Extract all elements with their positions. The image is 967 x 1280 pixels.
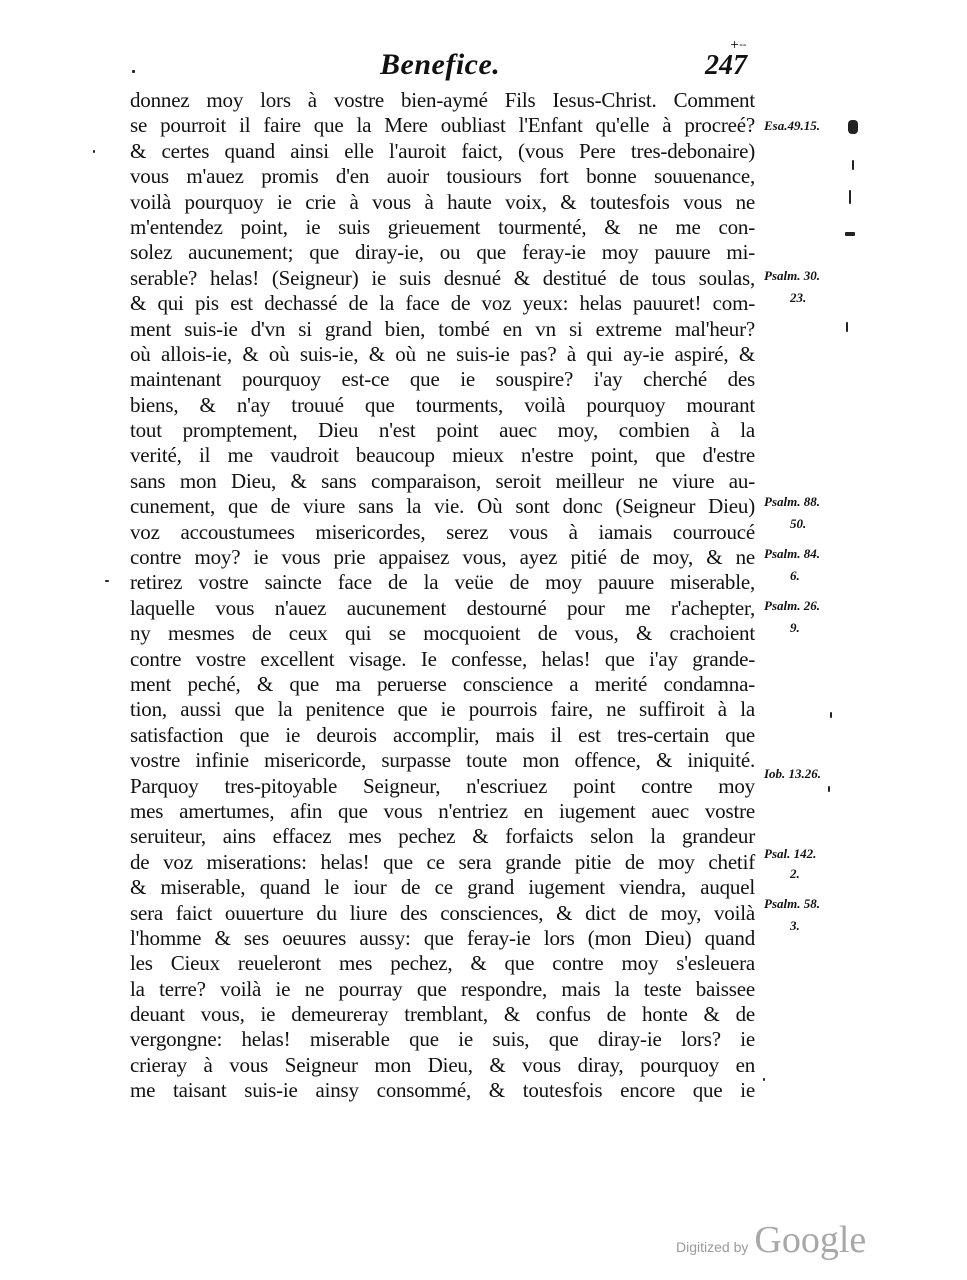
text-line: la terre? voilà ie ne pourray que respondre, mais la teste baissee: [130, 976, 755, 1001]
text-line: seruiteur, ains effacez mes pechez & forfaicts selon la grandeur: [130, 824, 755, 849]
scan-speck: [845, 232, 855, 236]
google-logo: Google: [754, 1219, 867, 1261]
margin-reference: Psalm. 58.: [764, 896, 820, 911]
scan-speck: [828, 786, 830, 792]
text-line: verité, il me vaudroit beaucoup mieux n'estre point, que d'estre: [130, 443, 755, 468]
text-line: Parquoy tres-pitoyable Seigneur, n'escriuez point contre moy: [130, 773, 755, 798]
margin-reference: Psalm. 88.: [764, 494, 820, 509]
scan-speck: [132, 70, 135, 73]
margin-reference: Iob. 13.26.: [764, 766, 822, 781]
digitized-watermark: [676, 1218, 866, 1262]
text-line: deuant vous, ie demeureray tremblant, & confus de honte & de: [130, 1002, 755, 1027]
text-line: cunement, que de viure sans la vie. Où sont donc (Seigneur Dieu): [130, 494, 755, 519]
scan-speck: [852, 160, 854, 170]
text-line: se pourroit il faire que la Mere oubliast l'Enfant qu'elle à procreé?: [130, 113, 755, 138]
text-line: ment peché, & que ma peruerse conscience a merité condamna-: [130, 671, 755, 696]
text-line: vostre infinie misericorde, surpasse toute mon offence, & iniquité.: [130, 748, 755, 773]
scan-speck: [93, 150, 95, 153]
digitized-by-text: Digitized by: [676, 1239, 749, 1255]
text-line: laquelle vous n'auez aucunement destourné pour me r'achepter,: [130, 595, 755, 620]
margin-reference: Esa.49.15.: [764, 118, 820, 133]
text-line: voz accoustumees misericordes, serez vous à iamais courroucé: [130, 519, 755, 544]
text-line: serable? helas! (Seigneur) ie suis desnué & destitué de tous soulas,: [130, 265, 755, 290]
text-line: où allois-ie, & où suis-ie, & où ne suis-ie pas? à qui ay-ie aspiré, &: [130, 341, 755, 366]
text-line: sans mon Dieu, & sans comparaison, seroit meilleur ne viure au-: [130, 468, 755, 493]
text-line: ment suis-ie d'vn si grand bien, tombé en vn si extreme mal'heur?: [130, 316, 755, 341]
margin-reference: Psal. 142.: [764, 846, 817, 861]
text-line: sera faict ouuerture du liure des consciences, & dict de moy, voilà: [130, 900, 755, 925]
text-line: donnez moy lors à vostre bien-aymé Fils Iesus-Christ. Comment: [130, 88, 755, 112]
scan-speck: [105, 580, 109, 582]
text-line: satisfaction que ie deurois accomplir, mais il est tres-certain que: [130, 722, 755, 747]
text-line: de voz miserations: helas! que ce sera grande pitie de moy chetif: [130, 849, 755, 874]
body-text: [130, 88, 755, 1104]
scan-speck: [763, 1078, 765, 1081]
text-line: tout promptement, Dieu n'est point auec moy, combien à la: [130, 418, 755, 443]
running-title: Benefice.: [380, 48, 501, 81]
margin-reference: 23.: [790, 290, 807, 305]
text-line: me taisant suis-ie ainsy consommé, & toutesfois encore que ie: [130, 1078, 755, 1103]
text-line: voilà pourquoy ie crie à vous à haute voix, & toutesfois vous ne: [130, 189, 755, 214]
text-line: mes amertumes, afin que vous n'entriez en iugement auec vostre: [130, 798, 755, 823]
corner-mark: +--: [730, 38, 747, 51]
margin-reference: Psalm. 84.: [764, 546, 820, 561]
text-line: crieray à vous Seigneur mon Dieu, & vous diray, pourquoy en: [130, 1052, 755, 1077]
text-line: vous m'auez promis d'en auoir tousiours fort bonne souuenance,: [130, 164, 755, 189]
text-line: ny mesmes de ceux qui se mocquoient de vous, & crachoient: [130, 621, 755, 646]
text-line: m'entendez point, ie suis grieuement tourmenté, & ne me con-: [130, 214, 755, 239]
text-line: & certes quand ainsi elle l'auroit faict, (vous Pere tres-debonaire): [130, 138, 755, 163]
text-line: contre moy? ie vous prie appaisez vous, ayez pitié de moy, & ne: [130, 545, 755, 570]
text-line: contre vostre excellent visage. Ie confesse, helas! que i'ay grande-: [130, 646, 755, 671]
page-number: 247: [705, 50, 747, 81]
text-line: biens, & n'ay trouué que tourments, voilà pourquoy mourant: [130, 392, 755, 417]
text-line: solez aucunement; que diray-ie, ou que feray-ie moy pauure mi-: [130, 240, 755, 265]
scan-speck: [849, 190, 851, 204]
text-line: maintenant pourquoy est-ce que ie souspire? i'ay cherché des: [130, 367, 755, 392]
margin-reference: 2.: [790, 866, 800, 881]
margin-reference: 3.: [790, 918, 800, 933]
margin-reference: 6.: [790, 568, 800, 583]
text-line: vergongne: helas! miserable que ie suis, que diray-ie lors? ie: [130, 1027, 755, 1052]
text-line: l'homme & ses oeuures aussy: que feray-ie lors (mon Dieu) quand: [130, 925, 755, 950]
text-line: & miserable, quand le iour de ce grand iugement viendra, auquel: [130, 875, 755, 900]
text-line: & qui pis est dechassé de la face de voz yeux: helas pauuret! com-: [130, 291, 755, 316]
text-line: retirez vostre saincte face de la veüe de moy pauure miserable,: [130, 570, 755, 595]
margin-reference: 9.: [790, 620, 800, 635]
margin-reference: Psalm. 26.: [764, 598, 820, 613]
margin-reference: 50.: [790, 516, 807, 531]
text-line: les Cieux reueleront mes pechez, & que contre moy s'esleuera: [130, 951, 755, 976]
margin-reference: Psalm. 30.: [764, 268, 820, 283]
scan-speck: [830, 712, 832, 718]
scan-speck: [846, 322, 848, 332]
text-line: tion, aussi que la penitence que ie pourrois faire, ne suffiroit à la: [130, 697, 755, 722]
scan-speck: [848, 120, 858, 134]
